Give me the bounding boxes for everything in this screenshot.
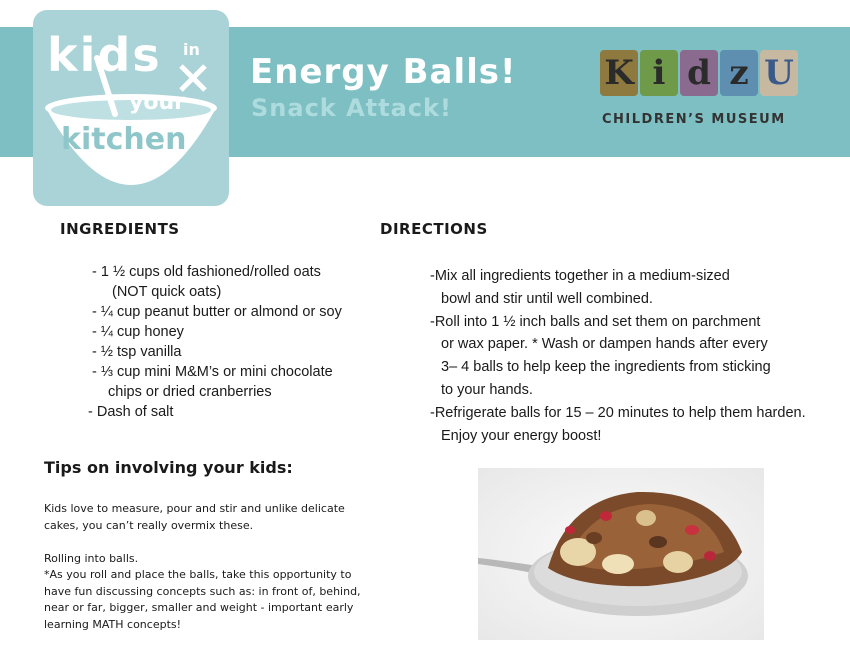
tips-paragraph: Rolling into balls.: [44, 551, 139, 565]
ingredient-item: - 1 ½ cups old fashioned/rolled oats: [92, 264, 321, 280]
ingredients-list: [88, 262, 378, 422]
kidzu-letter-tile: U: [760, 50, 798, 96]
ingredient-item: - ¼ cup honey: [92, 324, 184, 340]
tips-paragraph: *As you roll and place the balls, take this opportunity to have fun discussing concepts such as: in front of, behind, near or far, bigger, smaller and weight - important early learning MATH concepts!: [44, 568, 361, 631]
tips-paragraph: Kids love to measure, pour and stir and unlike delicate cakes, you can’t really overmix these.: [44, 502, 345, 532]
direction-line: to your hands.: [441, 381, 533, 398]
ingredient-item: - ⅓ cup mini M&M’s or mini chocolate: [92, 364, 333, 380]
logo-kitchen-text: kitchen: [61, 122, 187, 157]
logo-your-text: your: [129, 90, 185, 115]
directions-heading: DIRECTIONS: [380, 220, 488, 238]
spoon-granola-image: [478, 468, 764, 640]
museum-tagline: CHILDREN’S MUSEUM: [602, 112, 786, 127]
kidzu-letter-tile: K: [600, 50, 638, 96]
ingredients-heading: INGREDIENTS: [60, 220, 180, 238]
kidzu-letter-tile: d: [680, 50, 718, 96]
kidzu-letter-tile: z: [720, 50, 758, 96]
direction-line: -Roll into 1 ½ inch balls and set them on parchment: [430, 313, 761, 330]
kids-in-your-kitchen-logo: [33, 10, 229, 206]
direction-line: 3– 4 balls to help keep the ingredients from sticking: [441, 359, 771, 376]
ingredient-item: - Dash of salt: [88, 404, 174, 420]
direction-line: Enjoy your energy boost!: [441, 427, 602, 444]
kidzu-letter-tile: i: [640, 50, 678, 96]
directions-list: [430, 265, 840, 447]
direction-line: bowl and stir until well combined.: [441, 290, 653, 307]
ingredient-item: - ½ tsp vanilla: [92, 344, 182, 360]
tips-spacer: [44, 534, 374, 551]
kidzu-museum-logo: [600, 50, 810, 134]
direction-line: -Refrigerate balls for 15 – 20 minutes to help them harden.: [430, 404, 806, 421]
energy-balls-photo: [478, 468, 764, 640]
tips-body: [44, 501, 374, 633]
tips-heading: Tips on involving your kids:: [44, 458, 293, 477]
logo-kids-text: kids: [47, 28, 162, 82]
ingredient-item: chips or dried cranberries: [108, 384, 272, 400]
page-subtitle: Snack Attack!: [251, 94, 452, 122]
direction-line: or wax paper. * Wash or dampen hands after every: [441, 336, 768, 353]
page-title: Energy Balls!: [250, 52, 517, 92]
ingredient-item: (NOT quick oats): [112, 284, 222, 300]
logo-in-text: in: [183, 40, 200, 59]
kidzu-letters: [600, 50, 798, 96]
direction-line: -Mix all ingredients together in a medium-sized: [430, 268, 730, 284]
ingredient-item: - ¼ cup peanut butter or almond or soy: [92, 304, 342, 320]
